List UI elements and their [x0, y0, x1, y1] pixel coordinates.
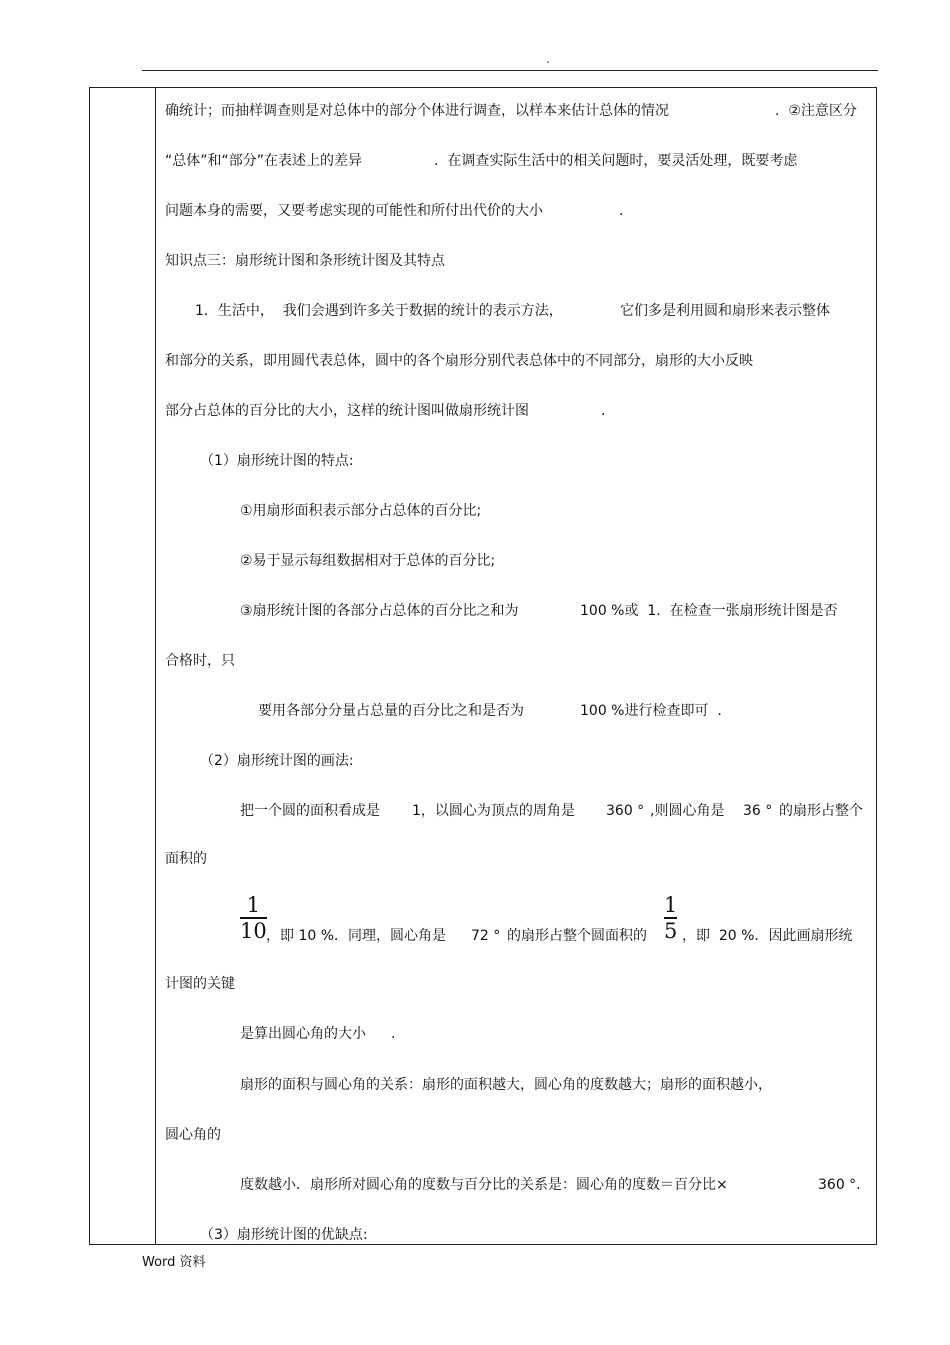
text-line: 1，以圆心为顶点的周角是: [412, 803, 575, 819]
text-line: .: [391, 1026, 396, 1042]
text-line: 72 °: [471, 928, 501, 944]
text-line: 圆心角的: [165, 1127, 221, 1143]
text-line: ②易于显示每组数据相对于总体的百分比;: [240, 553, 496, 569]
text-line: 合格时，只: [165, 653, 235, 669]
footer-label: Word 资料: [142, 1255, 206, 1270]
text-line: 要用各部分分量占总量的百分比之和是否为: [258, 703, 524, 719]
text-line: 和部分的关系，即用圆代表总体，圆中的各个扇形分别代表总体中的不同部分，扇形的大小反映: [165, 353, 753, 369]
table-column-divider: [155, 87, 156, 1245]
text-line: ③扇形统计图的各部分占总体的百分比之和为: [240, 603, 519, 619]
text-line: 度数越小．扇形所对圆心角的度数与百分比的关系是：圆心角的度数＝百分比×: [240, 1177, 728, 1193]
text-line: 扇形的面积与圆心角的关系：扇形的面积越大，圆心角的度数越大；扇形的面积越小，: [240, 1077, 772, 1093]
text-line: . ②注意区分: [775, 103, 857, 119]
header-dot: .: [546, 52, 550, 66]
text-line: 100 %进行检查即可 .: [580, 703, 722, 719]
text-line: 360 °: [606, 803, 645, 819]
text-line: ，即 20 %．因此画扇形统: [682, 928, 853, 944]
fraction-numerator: 1: [664, 893, 678, 917]
text-line: 它们多是利用圆和扇形来表示整体: [620, 303, 830, 319]
text-line: 是算出圆心角的大小: [240, 1026, 366, 1042]
fraction-denominator: 5: [664, 918, 678, 943]
text-line: “总体”和“部分”在表述上的差异: [165, 153, 363, 169]
fraction-1-10: [240, 894, 267, 942]
text-line: 确统计；而抽样调查则是对总体中的部分个体进行调查，以样本来估计总体的情况: [165, 103, 669, 119]
text-line: ，即 10 %．同理，圆心角是: [266, 928, 447, 944]
text-line: .: [601, 403, 606, 419]
section-heading: 知识点三：扇形统计图和条形统计图及其特点: [165, 253, 445, 269]
text-line: . 在调查实际生活中的相关问题时，要灵活处理，既要考虑: [434, 153, 798, 169]
text-line: ①用扇形面积表示部分占总体的百分比;: [240, 503, 482, 519]
text-line: 100 %或 1. 在检查一张扇形统计图是否: [580, 603, 838, 619]
text-line: 的扇形占整个: [779, 803, 863, 819]
text-line: 问题本身的需要，又要考虑实现的可能性和所付出代价的大小: [165, 203, 543, 219]
text-line: 36 °: [743, 803, 773, 819]
subheading: （1）扇形统计图的特点:: [200, 453, 354, 469]
subheading: （3）扇形统计图的优缺点:: [200, 1227, 368, 1243]
subheading: （2）扇形统计图的画法:: [200, 753, 354, 769]
text-line: ,则圆心角是: [650, 803, 725, 819]
text-line: 的扇形占整个圆面积的: [507, 928, 647, 944]
text-line: 360 °.: [818, 1177, 861, 1193]
header-rule: [142, 70, 878, 71]
text-line: 计图的关键: [165, 976, 235, 992]
text-line: 1．生活中， 我们会遇到许多关于数据的统计的表示方法，: [195, 303, 563, 319]
fraction-numerator: 1: [246, 893, 261, 917]
text-line: 把一个圆的面积看成是: [240, 803, 380, 819]
fraction-denominator: 10: [240, 918, 267, 943]
text-line: .: [619, 203, 624, 219]
fraction-1-5: [664, 894, 677, 942]
text-line: 面积的: [165, 851, 207, 867]
text-line: 部分占总体的百分比的大小，这样的统计图叫做扇形统计图: [165, 403, 529, 419]
